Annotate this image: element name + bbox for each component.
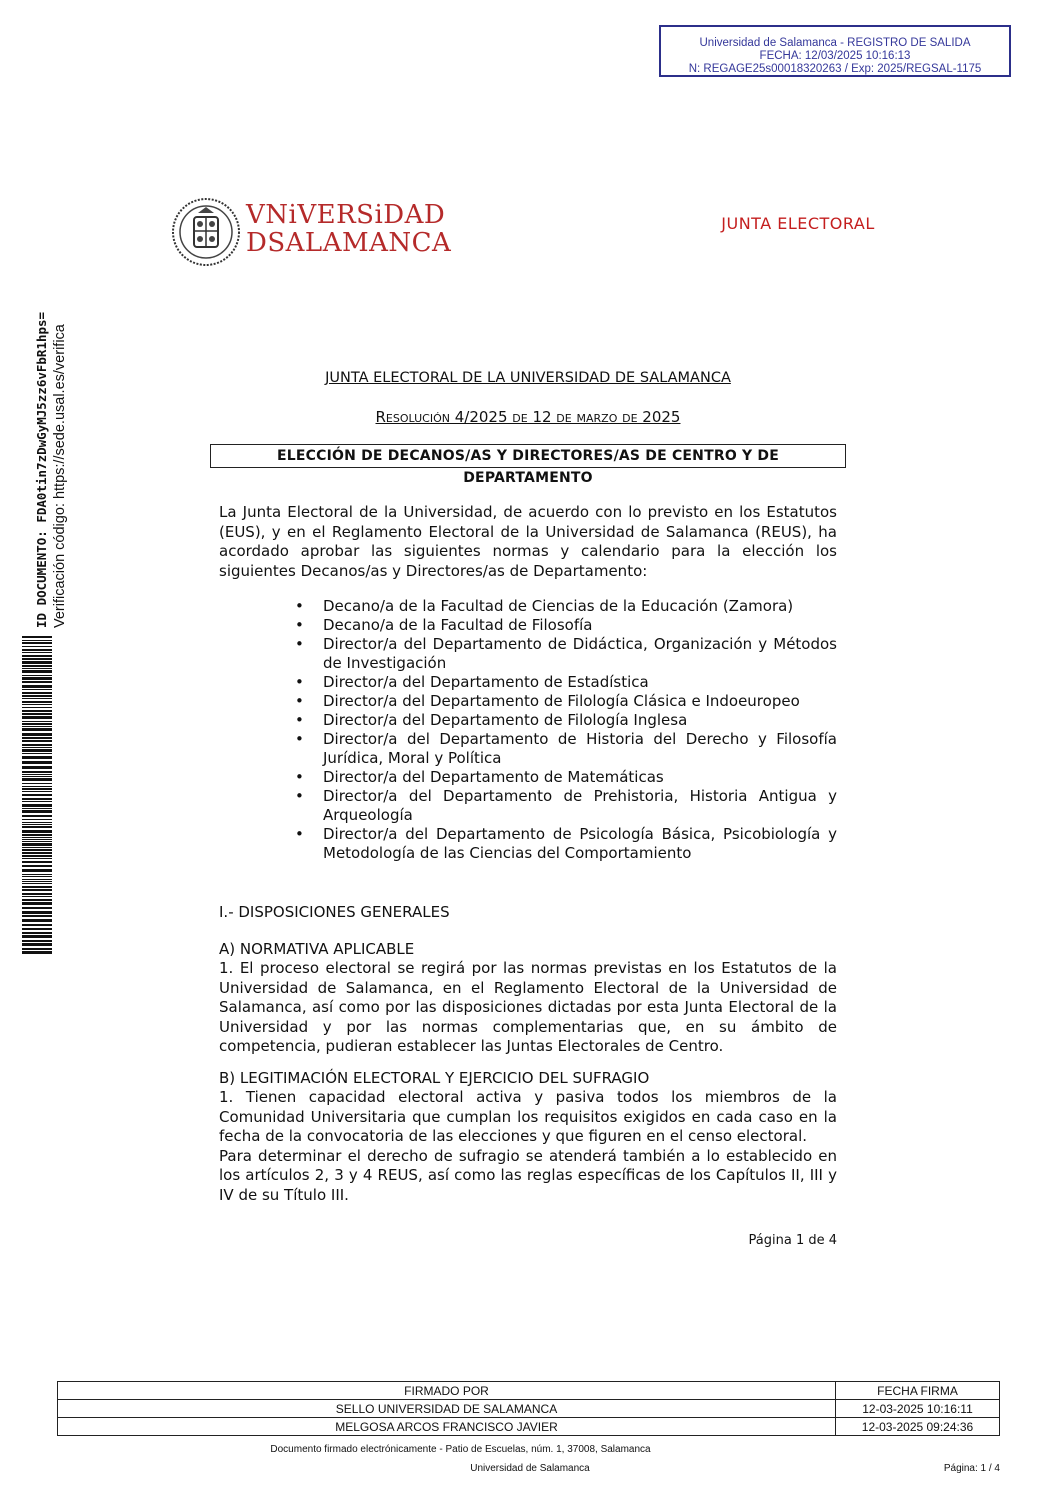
- list-item: • Director/a del Departamento de Historia del Derecho y Filosofía Jurídica, Moral y Política: [295, 730, 837, 768]
- footer-address: Documento firmado electrónicamente - Patio de Escuelas, núm. 1, 37008, Salamanca: [270, 1444, 651, 1455]
- list-item: • Decano/a de la Facultad de Filosofía: [295, 616, 837, 635]
- subsection-b-body: [219, 1088, 837, 1205]
- verification-url: Verificación código: https://sede.usal.es/verifica: [52, 324, 68, 628]
- registry-line-2: FECHA: 12/03/2025 10:16:13: [759, 50, 911, 62]
- table-row: [58, 1418, 1000, 1436]
- sign-date: 12-03-2025 10:16:11: [836, 1400, 1000, 1418]
- side-margin: [33, 312, 69, 628]
- subsection-b-text-1: 1. Tienen capacidad electoral activa y pasiva todos los miembros de la Comunidad Universitaria que cumplan los requisitos exigidos en cada caso en la fecha de la convocatoria de las elecciones y que figuren en el censo electoral.: [219, 1088, 837, 1145]
- footer-page: Página: 1 / 4: [943, 1463, 1000, 1474]
- list-item: • Director/a del Departamento de Filología Clásica e Indoeuropeo: [295, 692, 837, 711]
- election-title-box: ELECCIÓN DE DECANOS/AS Y DIRECTORES/AS DE CENTRO Y DE DEPARTAMENTO: [210, 444, 846, 468]
- list-item: • Director/a del Departamento de Psicología Básica, Psicobiología y Metodología de las Ciencias del Comportamiento: [295, 825, 837, 863]
- footer-university: Universidad de Salamanca: [470, 1463, 590, 1474]
- list-item: • Director/a del Departamento de Didáctica, Organización y Métodos de Investigación: [295, 635, 837, 673]
- sign-date: 12-03-2025 09:24:36: [836, 1418, 1000, 1436]
- university-logo: [172, 195, 452, 269]
- signer-name: MELGOSA ARCOS FRANCISCO JAVIER: [58, 1418, 836, 1436]
- resolution-line: Resolución 4/2025 de 12 de marzo de 2025: [375, 408, 681, 426]
- signer-name: SELLO UNIVERSIDAD DE SALAMANCA: [58, 1400, 836, 1418]
- page-number: Página 1 de 4: [748, 1233, 837, 1248]
- document-title: JUNTA ELECTORAL DE LA UNIVERSIDAD DE SALAMANCA: [325, 370, 731, 386]
- document-id: ID DOCUMENTO: FDA0tin7zDwGyMJ5zz6vFbR1hps=: [34, 311, 49, 628]
- registry-line-1: Universidad de Salamanca - REGISTRO DE SALIDA: [699, 37, 971, 49]
- table-header-row: [58, 1382, 1000, 1400]
- barcode: [22, 636, 52, 956]
- section-heading: I.- DISPOSICIONES GENERALES: [219, 903, 450, 921]
- subsection-a-text: 1. El proceso electoral se regirá por las normas previstas en los Estatutos de la Universidad de Salamanca, en el Reglamento Electoral de la Universidad de Salamanca, así como por las disposiciones dictadas por esta Junta Electoral de la Universidad y por las normas complementarias que, en su ámbito de competencia, pudieran establecer las Juntas Electorales de Centro.: [219, 959, 837, 1055]
- table-row: [58, 1400, 1000, 1418]
- registry-line-3: N: REGAGE25s00018320263 / Exp: 2025/REGSAL-1175: [688, 63, 982, 75]
- university-seal-icon: [172, 195, 240, 269]
- subsection-a-heading: A) NORMATIVA APLICABLE: [219, 940, 415, 958]
- header-sign-date: FECHA FIRMA: [836, 1382, 1000, 1400]
- registry-stamp: [659, 25, 1011, 77]
- positions-list: [295, 597, 837, 863]
- signature-table: [57, 1381, 1000, 1436]
- intro-paragraph: La Junta Electoral de la Universidad, de acuerdo con lo previsto en los Estatutos (EUS), y en el Reglamento Electoral de la Universidad de Salamanca (REUS), ha acordado aprobar las siguientes normas y calendario para la elección los siguientes Decanos/as y Directores/as de Departamento:: [219, 503, 837, 580]
- list-item: • Director/a del Departamento de Filología Inglesa: [295, 711, 837, 730]
- header-signed-by: FIRMADO POR: [58, 1382, 836, 1400]
- logo-wordmark: VNiVERSiDAD DSALAMANCA: [246, 200, 452, 258]
- subsection-b-heading: B) LEGITIMACIÓN ELECTORAL Y EJERCICIO DEL SUFRAGIO: [219, 1069, 650, 1087]
- list-item: • Director/a del Departamento de Estadística: [295, 673, 837, 692]
- subsection-b-text-2: Para determinar el derecho de sufragio se atenderá también a lo establecido en los artículos 2, 3 y 4 REUS, así como las reglas específicas de los Capítulos II, III y IV de su Título III.: [219, 1146, 837, 1204]
- section-title: JUNTA ELECTORAL: [721, 214, 875, 233]
- list-item: • Director/a del Departamento de Matemáticas: [295, 768, 837, 787]
- list-item: • Director/a del Departamento de Prehistoria, Historia Antigua y Arqueología: [295, 787, 837, 825]
- list-item: • Decano/a de la Facultad de Ciencias de la Educación (Zamora): [295, 597, 837, 616]
